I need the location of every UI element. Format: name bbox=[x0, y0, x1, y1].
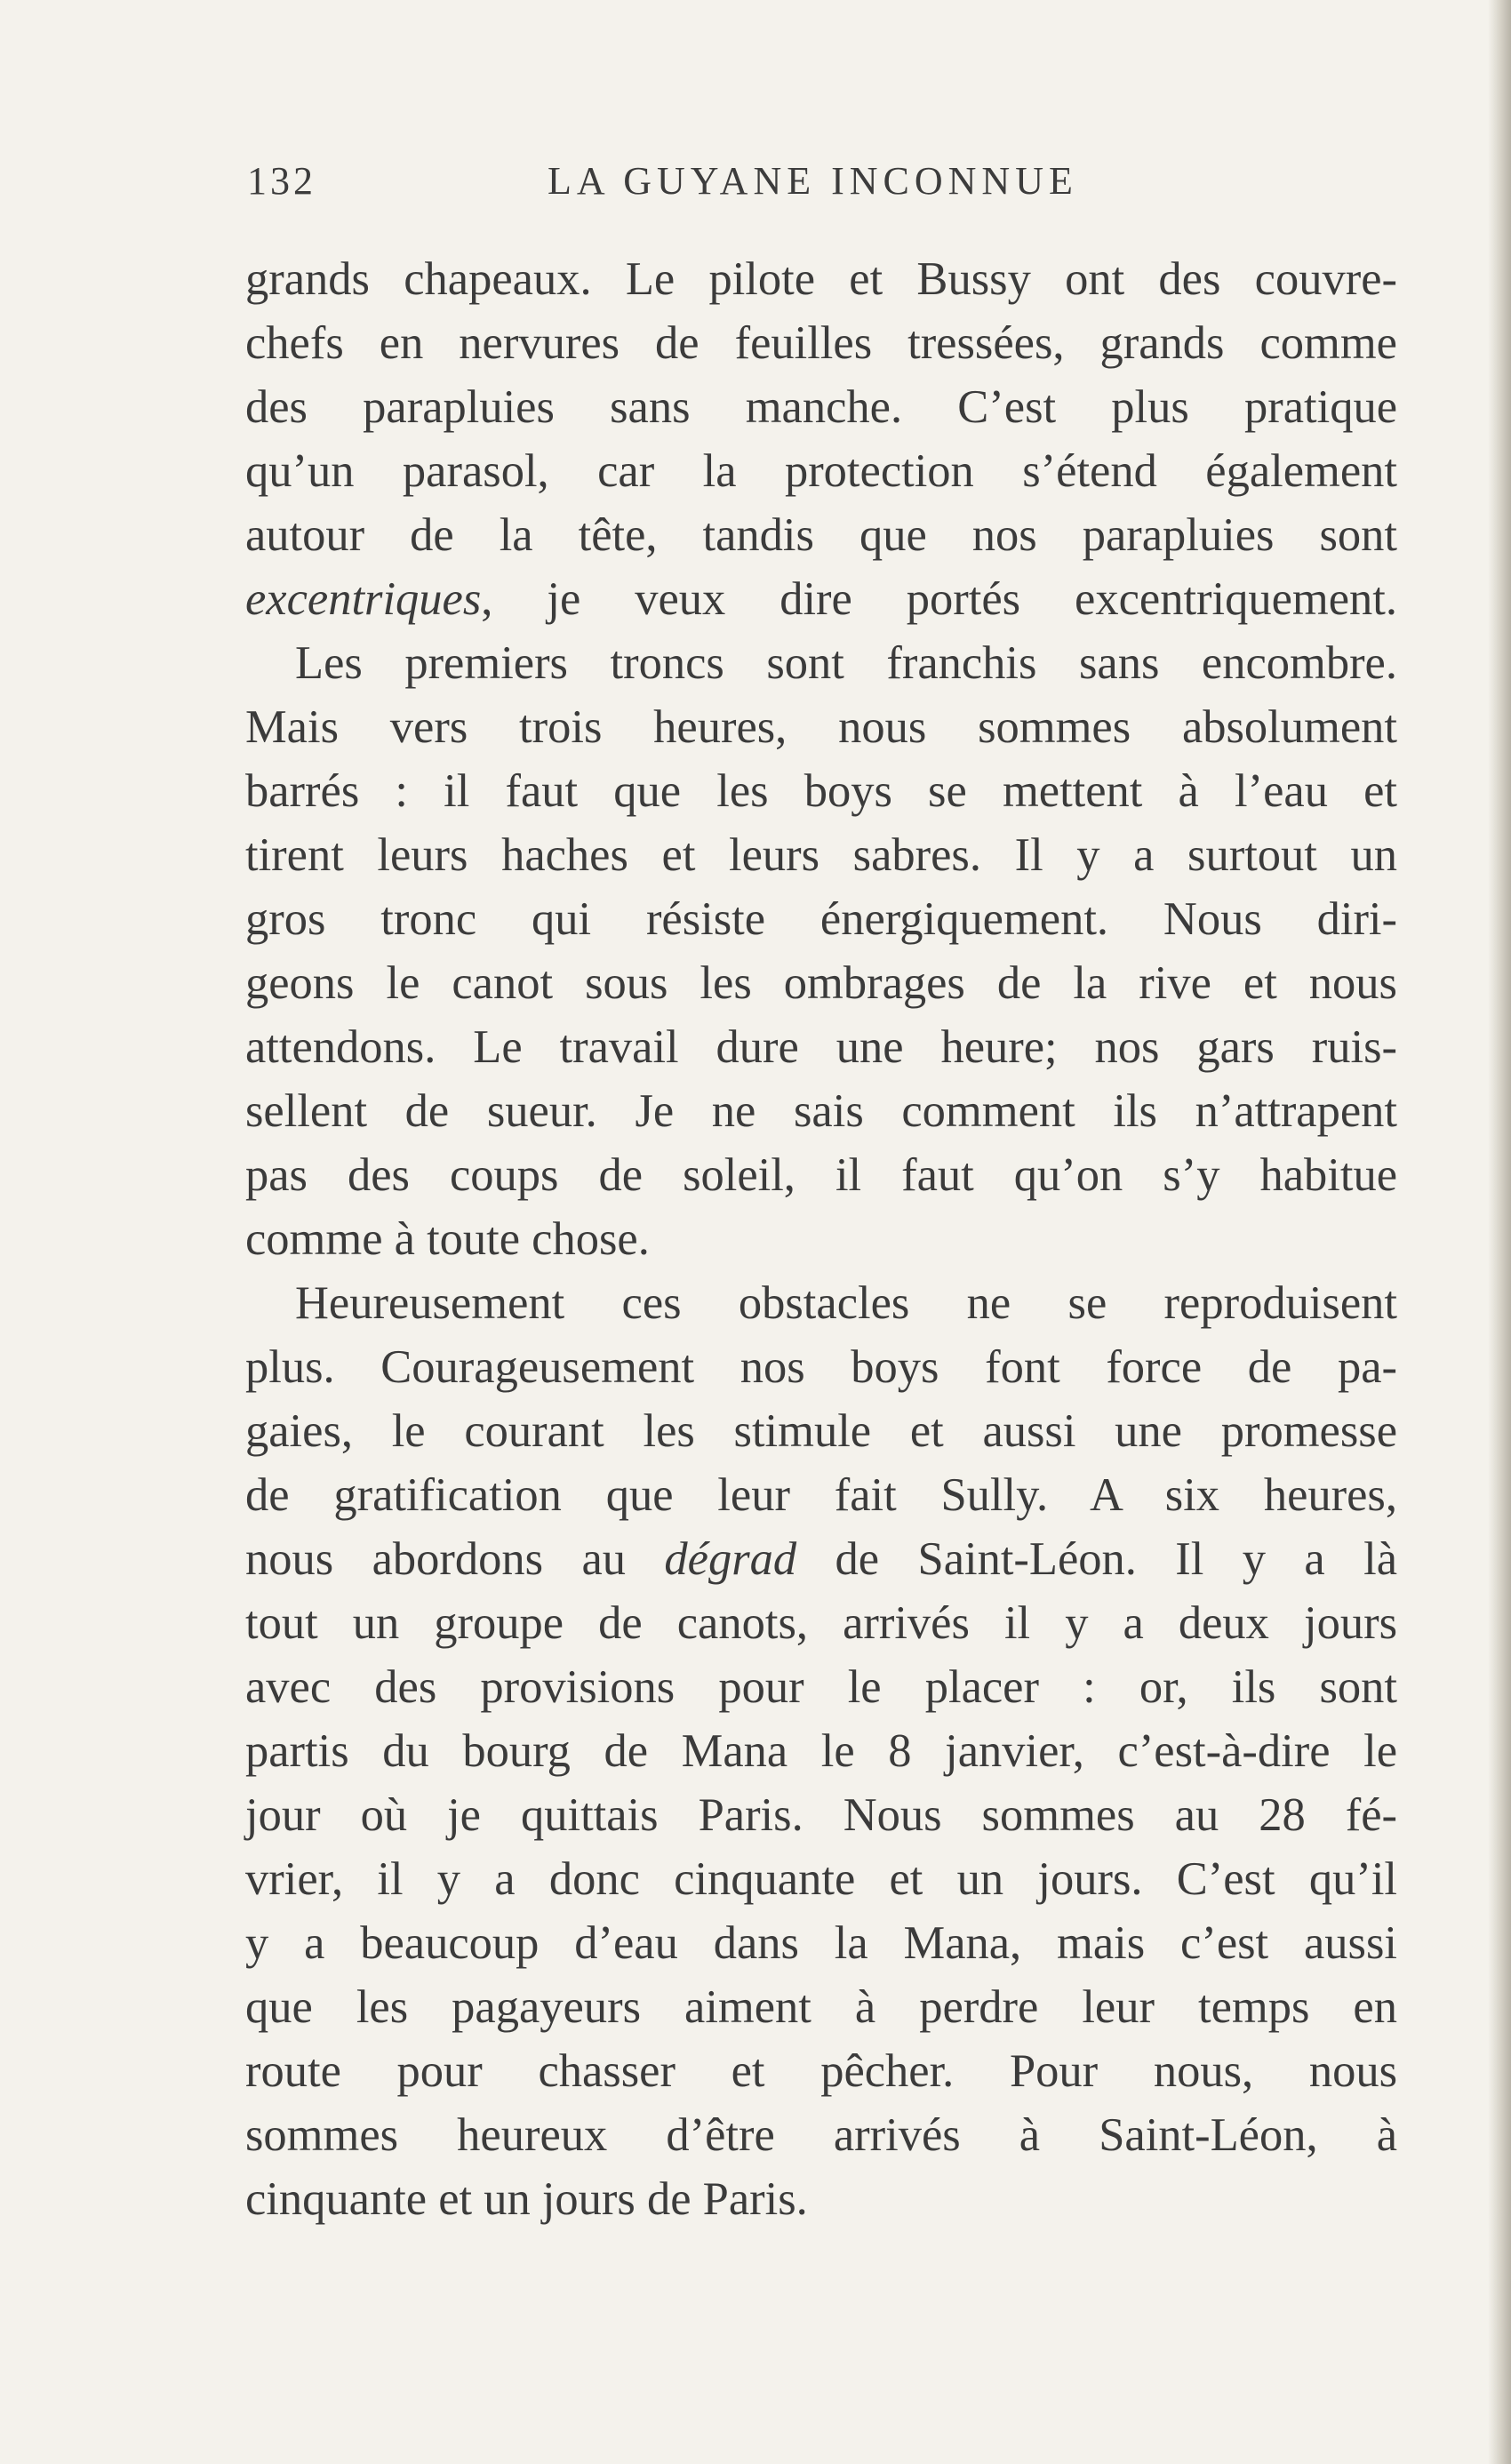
paragraph-start-line: Les premiers troncs sont franchis sans encombre. bbox=[295, 637, 1397, 689]
text-line: plus. Courageusement nos boys font force de pa- bbox=[245, 1341, 1397, 1393]
text-line: gaies, le courant les stimule et aussi une promesse bbox=[245, 1405, 1397, 1457]
text-line: vrier, il y a donc cinquante et un jours. C’est qu’il bbox=[245, 1853, 1397, 1905]
text-line: sommes heureux d’être arrivés à Saint-Léon, à bbox=[245, 2109, 1397, 2161]
italic-word: dégrad bbox=[664, 1533, 797, 1585]
text-line: grands chapeaux. Le pilote et Bussy ont des couvre- bbox=[245, 253, 1397, 305]
running-title: LA GUYANE INCONNUE bbox=[548, 159, 1078, 203]
body-text bbox=[245, 247, 1397, 2231]
text-line: pas des coups de soleil, il faut qu’on s’y habitue bbox=[245, 1149, 1397, 1201]
text-line: sellent de sueur. Je ne sais comment ils n’attrapent bbox=[245, 1085, 1397, 1137]
text-line: avec des provisions pour le placer : or, ils sont bbox=[245, 1661, 1397, 1713]
page-number: 132 bbox=[247, 159, 316, 203]
text-line: de gratification que leur fait Sully. A six heures, bbox=[245, 1469, 1397, 1521]
text-line: qu’un parasol, car la protection s’étend également bbox=[245, 445, 1397, 497]
page-edge-shadow bbox=[1488, 0, 1511, 2464]
line-rest: de Saint-Léon. Il y a là bbox=[796, 1533, 1397, 1585]
paragraph-end-line: cinquante et un jours de Paris. bbox=[245, 2173, 808, 2225]
text-line: attendons. Le travail dure une heure; nos gars ruis- bbox=[245, 1021, 1397, 1073]
text-line: autour de la tête, tandis que nos parapluies sont bbox=[245, 509, 1397, 561]
paragraph-end-line: comme à toute chose. bbox=[245, 1213, 650, 1265]
line-rest: , je veux dire portés excentriquement. bbox=[481, 573, 1397, 625]
line-start: nous abordons au bbox=[245, 1533, 665, 1585]
text-line: Mais vers trois heures, nous sommes absolument bbox=[245, 701, 1397, 753]
text-line: que les pagayeurs aiment à perdre leur temps en bbox=[245, 1981, 1397, 2033]
text-line: barrés : il faut que les boys se mettent à l’eau et bbox=[245, 765, 1397, 817]
paragraph-start-line: Heureusement ces obstacles ne se reproduisent bbox=[295, 1277, 1397, 1329]
text-line bbox=[245, 1527, 1397, 1591]
running-header bbox=[247, 158, 1403, 212]
text-line: partis du bourg de Mana le 8 janvier, c’est-à-dire le bbox=[245, 1725, 1397, 1777]
italic-word: excentriques bbox=[245, 573, 482, 625]
text-line: gros tronc qui résiste énergiquement. Nous diri- bbox=[245, 893, 1397, 945]
text-line: jour où je quittais Paris. Nous sommes au 28 fé- bbox=[245, 1789, 1397, 1841]
text-line: tirent leurs haches et leurs sabres. Il y a surtout un bbox=[245, 829, 1397, 881]
text-line: y a beaucoup d’eau dans la Mana, mais c’est aussi bbox=[245, 1917, 1397, 1969]
text-line bbox=[245, 567, 1397, 631]
text-line: chefs en nervures de feuilles tressées, grands comme bbox=[245, 317, 1397, 369]
text-line: geons le canot sous les ombrages de la rive et nous bbox=[245, 957, 1397, 1009]
text-line: route pour chasser et pêcher. Pour nous, nous bbox=[245, 2045, 1397, 2097]
text-line: tout un groupe de canots, arrivés il y a deux jours bbox=[245, 1597, 1397, 1649]
text-line: des parapluies sans manche. C’est plus pratique bbox=[245, 381, 1397, 433]
